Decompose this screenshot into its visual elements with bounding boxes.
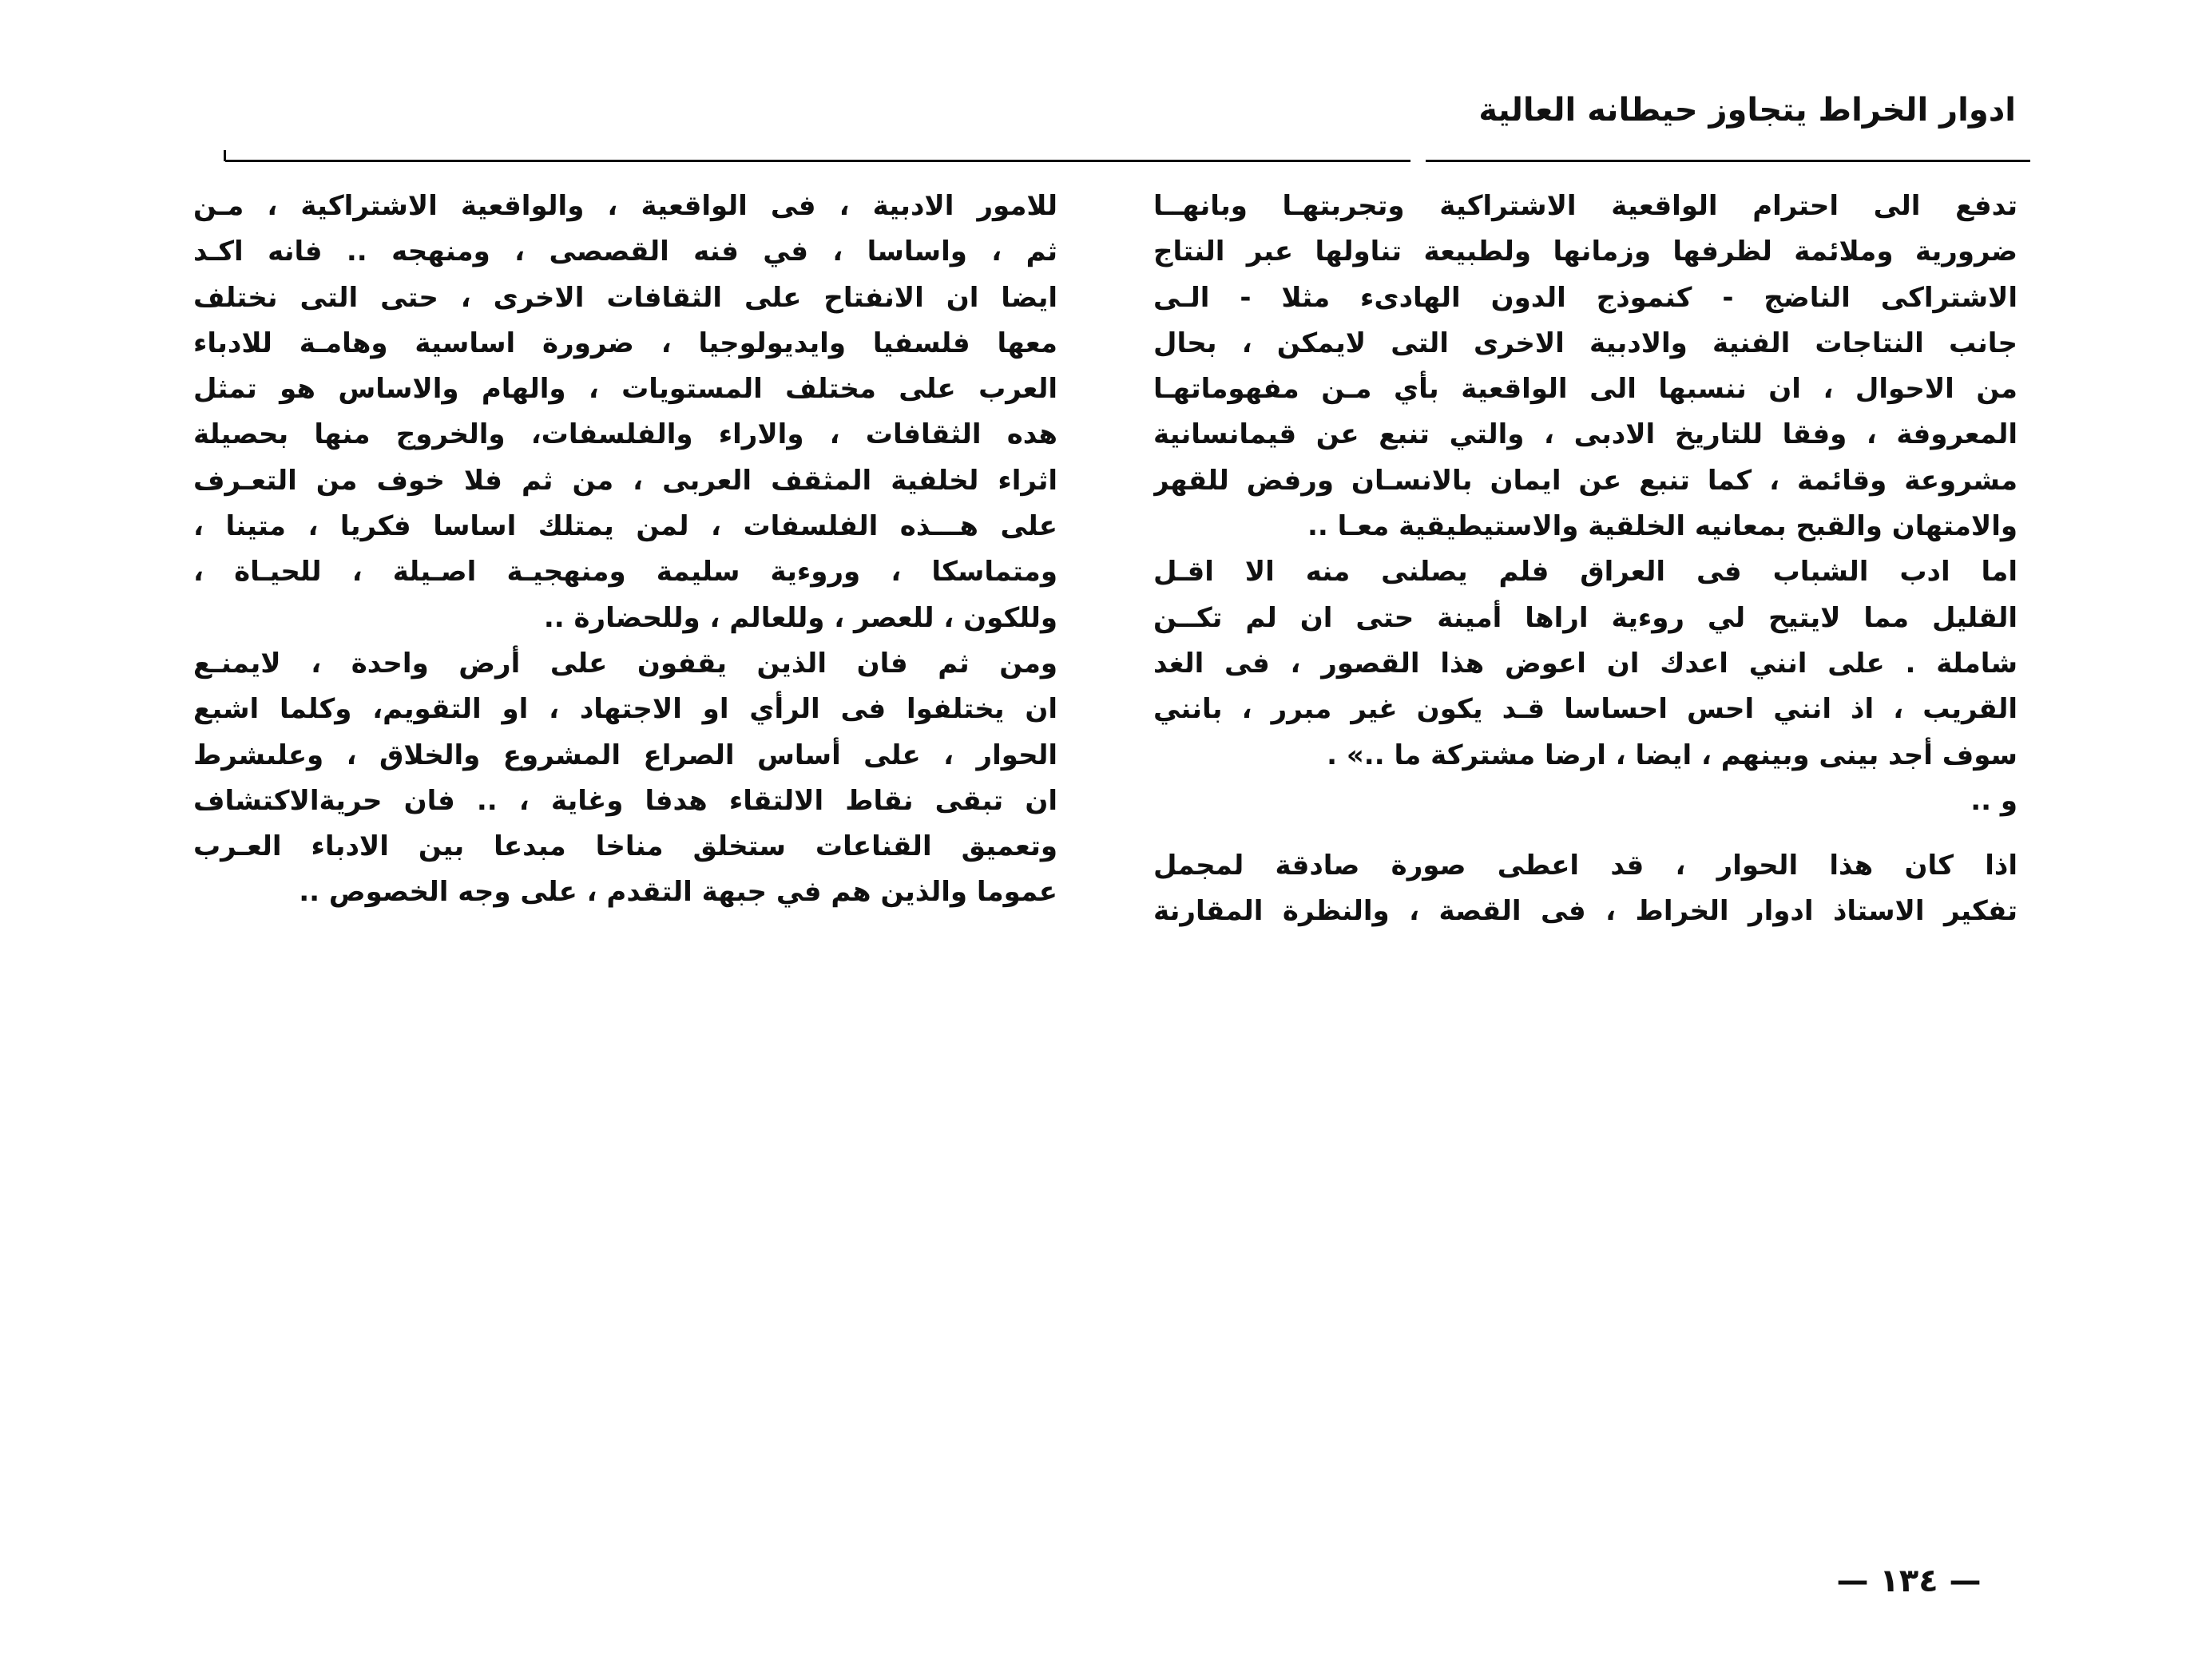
page-number: — ١٣٤ — [1836, 1563, 1982, 1599]
text-line: ان يختلفوا فى الرأي او الاجتهاد ، او التقويم، وكلما اشبع [193, 693, 1057, 726]
text-line: هده الثقافات ، والاراء والفلسفات، والخروج منها بحصيلة [193, 418, 1057, 451]
text-line: ان تبقى نقاط الالتقاء هدفا وغاية ، .. فان حريةالاكتشاف [193, 784, 1057, 817]
text-line: من الاحوال ، ان ننسبها الى الواقعية بأي مـن مفهوماتهـا [1153, 373, 2017, 406]
text-line: وتعميق القناعات ستخلق مناخا مبدعا بين الادباء العـرب [193, 830, 1057, 863]
text-line: ثم ، واساسا ، في فنه القصصى ، ومنهجه .. فانه اكـد [193, 236, 1057, 268]
text-line: للامور الادبية ، فى الواقعية ، والواقعية الاشتراكية ، مـن [193, 190, 1057, 222]
text-line: معها فلسفيا وايديولوجيا ، ضرورة اساسية وهامـة للادباء [193, 327, 1057, 359]
text-line: القليل مما لايتيح لي روءية اراها أمينة حتى ان لم تكــن [1153, 601, 2017, 634]
text-line: ضرورية وملائمة لظرفها وزمانها ولطبيعة تناولها عبر النتاج [1153, 236, 2017, 268]
text-line: تدفع الى احترام الواقعية الاشتراكية وتجربتهـا وبانهــا [1153, 190, 2017, 222]
text-line: اثراء لخلفية المثقف العربى ، من ثم فلا خوف من التعـرف [193, 464, 1057, 497]
text-line: اما ادب الشباب فى العراق فلم يصلنى منه الا اقـل [1153, 556, 2017, 588]
text-line: اذا كان هذا الحوار ، قد اعطى صورة صادقة لمجمل [1153, 850, 2017, 882]
text-line: ومتماسكا ، وروءية سليمة ومنهجيـة اصـيلة ، للحيـاة ، [193, 556, 1057, 588]
text-line: و .. [1970, 784, 2017, 817]
text-line: والامتهان والقبح بمعانيه الخلقية والاستيطيقية معـا .. [1307, 510, 2017, 543]
header-rule-right [1426, 160, 2030, 162]
text-column-right [1153, 184, 2017, 935]
text-line: مشروعة وقائمة ، كما تنبع عن ايمان بالانسـان ورفض للقهر [1153, 464, 2017, 497]
text-line: ايضا ان الانفتاح على الثقافات الاخرى ، حتى التى نختلف [193, 281, 1057, 314]
text-line: عموما والذين هم في جبهة التقدم ، على وجه الخصوص .. [299, 876, 1057, 909]
text-line: وللكون ، للعصر ، وللعالم ، وللحضارة .. [543, 601, 1057, 634]
text-line: القريب ، اذ انني احس احساسا قـد يكون غير مبرر ، بانني [1153, 693, 2017, 726]
header-rule-tick [224, 150, 226, 161]
text-line: تفكير الاستاذ ادوار الخراط ، فى القصة ، والنظرة المقارنة [1153, 895, 2017, 928]
text-line: شاملة . على انني اعدك ان اعوض هذا القصور ، فى الغد [1153, 647, 2017, 680]
text-line: ومن ثم فان الذين يقفون على أرض واحدة ، لايمنـع [193, 647, 1057, 680]
running-title: ادوار الخراط يتجاوز حيطانه العالية [1478, 92, 2016, 129]
header-rule-left [225, 160, 1410, 162]
text-line: العرب على مختلف المستويات ، والهام والاساس هو تمثل [193, 373, 1057, 406]
text-line: على هـــذه الفلسفات ، لمن يمتلك اساسا فكريا ، متينا ، [193, 510, 1057, 543]
text-line: الحوار ، على أساس الصراع المشروع والخلاق ، وعلىشرط [193, 739, 1057, 771]
text-column-left [193, 184, 1057, 916]
text-line: سوف أجد بينى وبينهم ، ايضا ، ارضا مشتركة ما ..» . [1327, 739, 2017, 771]
text-line: جانب النتاجات الفنية والادبية الاخرى التى لايمكن ، بحال [1153, 327, 2017, 359]
text-line: المعروفة ، وفقا للتاريخ الادبى ، والتي تنبع عن قيمانسانية [1153, 418, 2017, 451]
text-line: الاشتراكى الناضج - كنموذج الدون الهادىء مثلا - الـى [1153, 281, 2017, 314]
paragraph-gap [1153, 824, 2017, 843]
